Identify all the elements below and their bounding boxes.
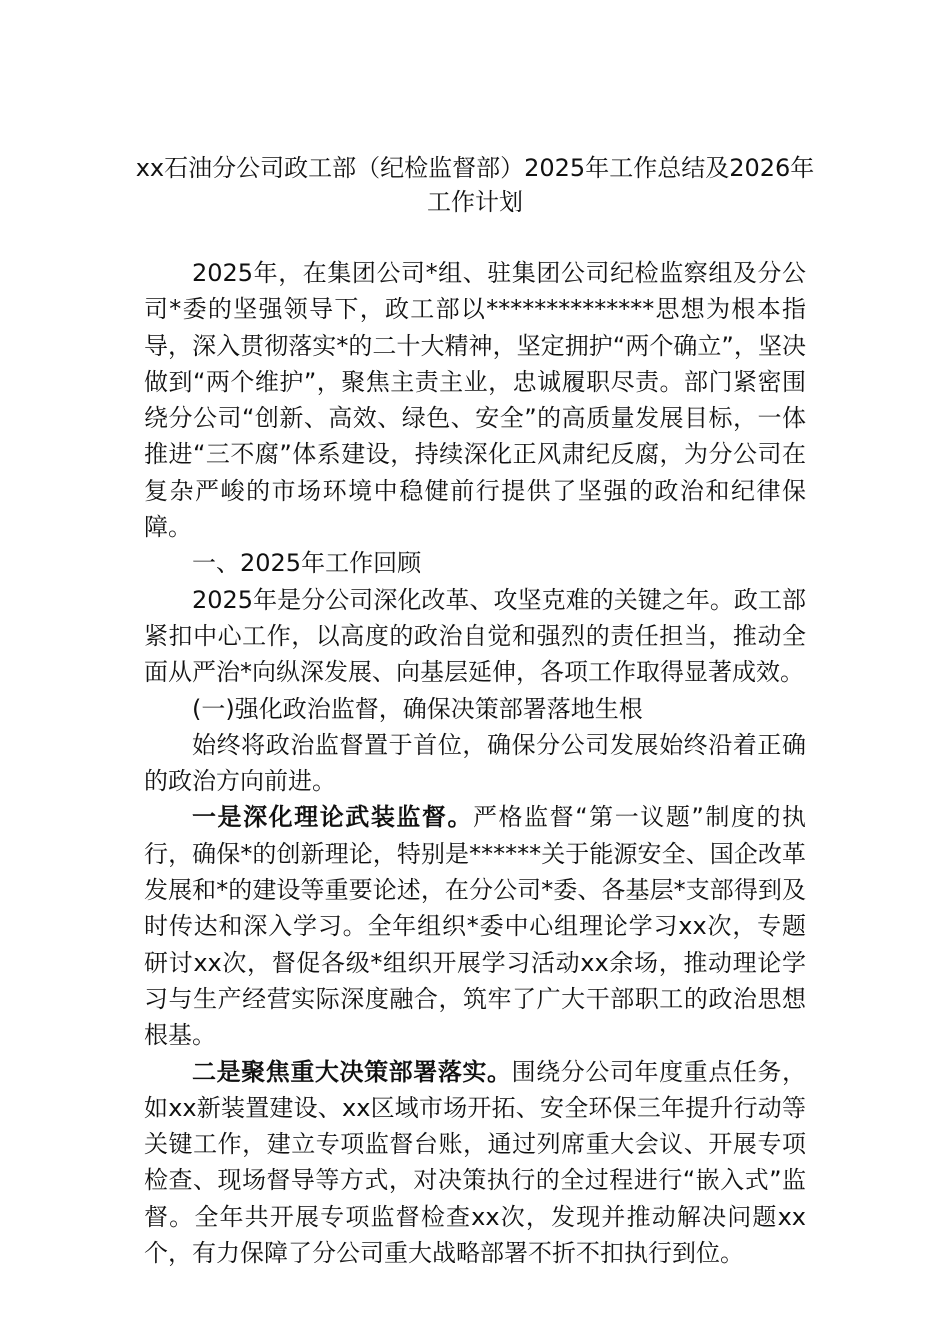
supervision-paragraph	[144, 727, 806, 800]
review-paragraph	[144, 582, 806, 691]
point-two-paragraph	[144, 1054, 806, 1272]
point-lead: 一是深化理论武装监督。	[192, 803, 474, 832]
point-lead: 二是聚焦重大决策部署落实。	[192, 1057, 512, 1086]
heading-text: 一、2025年工作回顾	[192, 549, 422, 578]
intro-paragraph	[144, 255, 806, 545]
document-title: xx石油分公司政工部（纪检监督部）2025年工作总结及2026年工作计划	[135, 154, 815, 216]
point-one-paragraph	[144, 799, 806, 1053]
subsection-heading	[144, 691, 806, 727]
paragraph-text: 2025年，在集团公司*组、驻集团公司纪检监察组及分公司*委的坚强领导下，政工部以**************思想为根本指导，深入贯彻落实*的二十大精神，坚定拥护“两个确立”，坚决做到“两个维护”，聚焦主责主业，忠诚履职尽责。部门紧密围绕分公司“创新、高效、绿色、安全”的高质量发展目标，一体推进“三不腐”体系建设，持续深化正风肃纪反腐，为分公司在复杂严峻的市场环境中稳健前行提供了坚强的政治和纪律保障。	[144, 259, 806, 542]
paragraph-text: 2025年是分公司深化改革、攻坚克难的关键之年。政工部紧扣中心工作，以高度的政治自觉和强烈的责任担当，推动全面从严治*向纵深发展、向基层延伸，各项工作取得显著成效。	[144, 585, 806, 687]
paragraph-text: 始终将政治监督置于首位，确保分公司发展始终沿着正确的政治方向前进。	[144, 730, 806, 796]
heading-text: (一)强化政治监督，确保决策部署落地生根	[192, 694, 643, 723]
paragraph-text: 围绕分公司年度重点任务，如xx新装置建设、xx区域市场开拓、安全环保三年提升行动等关键工作，建立专项监督台账，通过列席重大会议、开展专项检查、现场督导等方式，对决策执行的全过程进行“嵌入式”监督。全年共开展专项监督检查xx次，发现并推动解决问题xx个，有力保障了分公司重大战略部署不折不扣执行到位。	[144, 1057, 807, 1268]
section-heading	[144, 545, 806, 581]
document-body	[144, 255, 806, 1271]
paragraph-text: 严格监督“第一议题”制度的执行，确保*的创新理论，特别是******关于能源安全、国企改革发展和*的建设等重要论述，在分公司*委、各基层*支部得到及时传达和深入学习。全年组织*委中心组理论学习xx次，专题研讨xx次，督促各级*组织开展学习活动xx余场，推动理论学习与生产经营实际深度融合，筑牢了广大干部职工的政治思想根基。	[144, 803, 806, 1050]
